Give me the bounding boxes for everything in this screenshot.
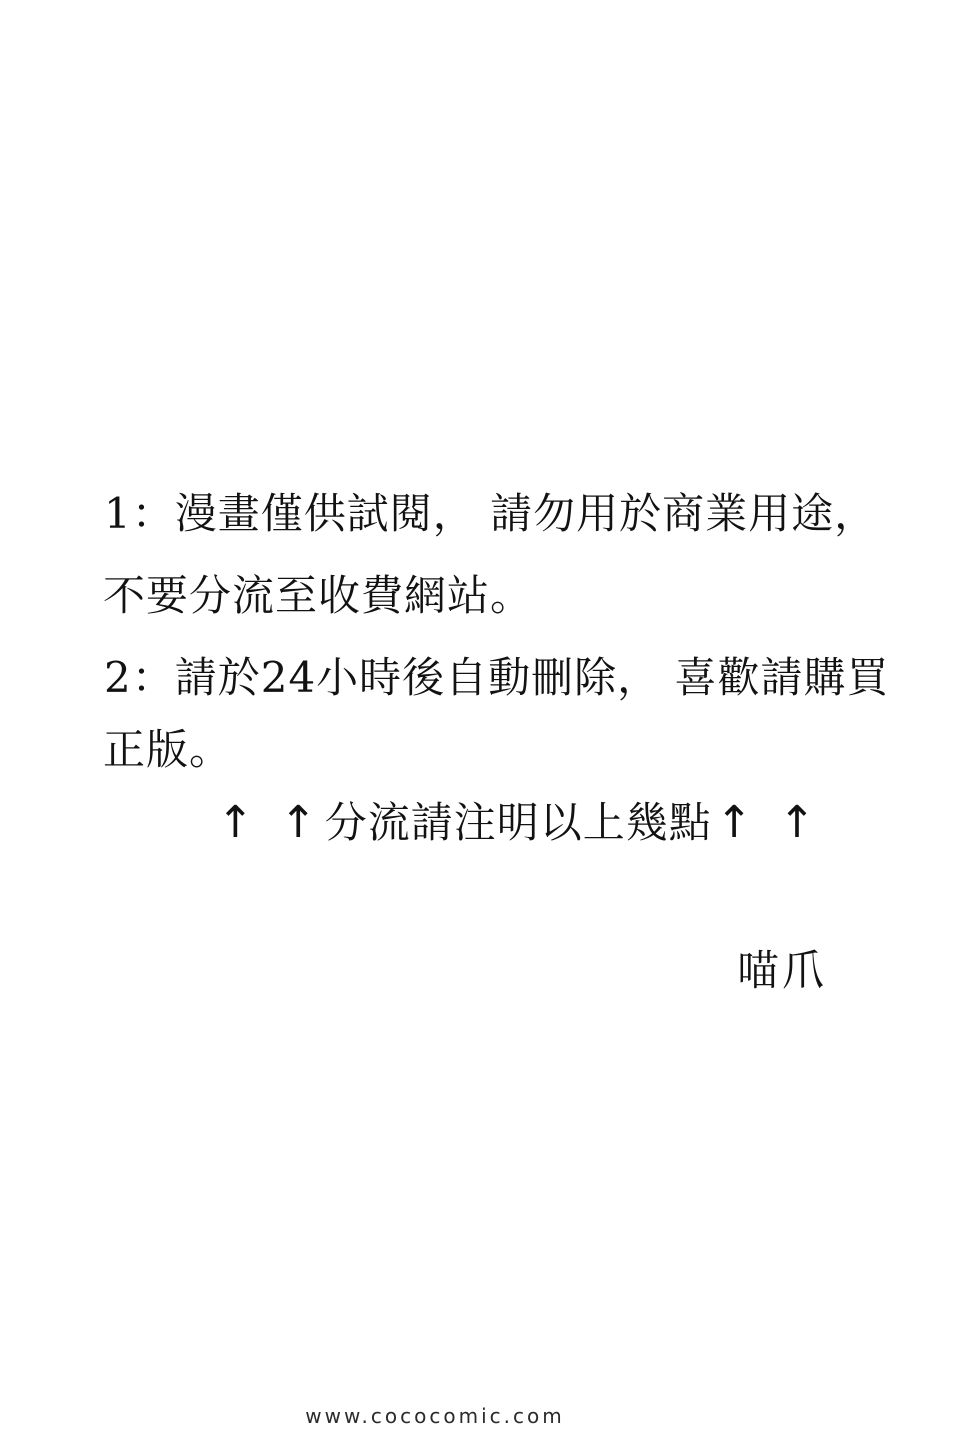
scanlator-signature: 喵爪 [737,946,828,995]
notice-item1-line1: 1：漫畫僅供試閱， 請勿用於商業用途， [104,489,878,538]
notice-item2-line2: 正版。 [103,725,233,774]
arrow-note-text: 分流請注明以上幾點 [324,798,712,847]
up-arrows-left-icon: ↑ ↑ [217,797,323,848]
up-arrows-right-icon: ↑ ↑ [715,797,822,848]
site-watermark: www.cococomic.com [305,1404,565,1428]
notice-item1-line2: 不要分流至收費網站。 [103,571,534,620]
notice-item2-line1: 2：請於24小時後自動刪除， 喜歡請購買 [104,653,890,702]
arrow-note-line [217,798,821,849]
